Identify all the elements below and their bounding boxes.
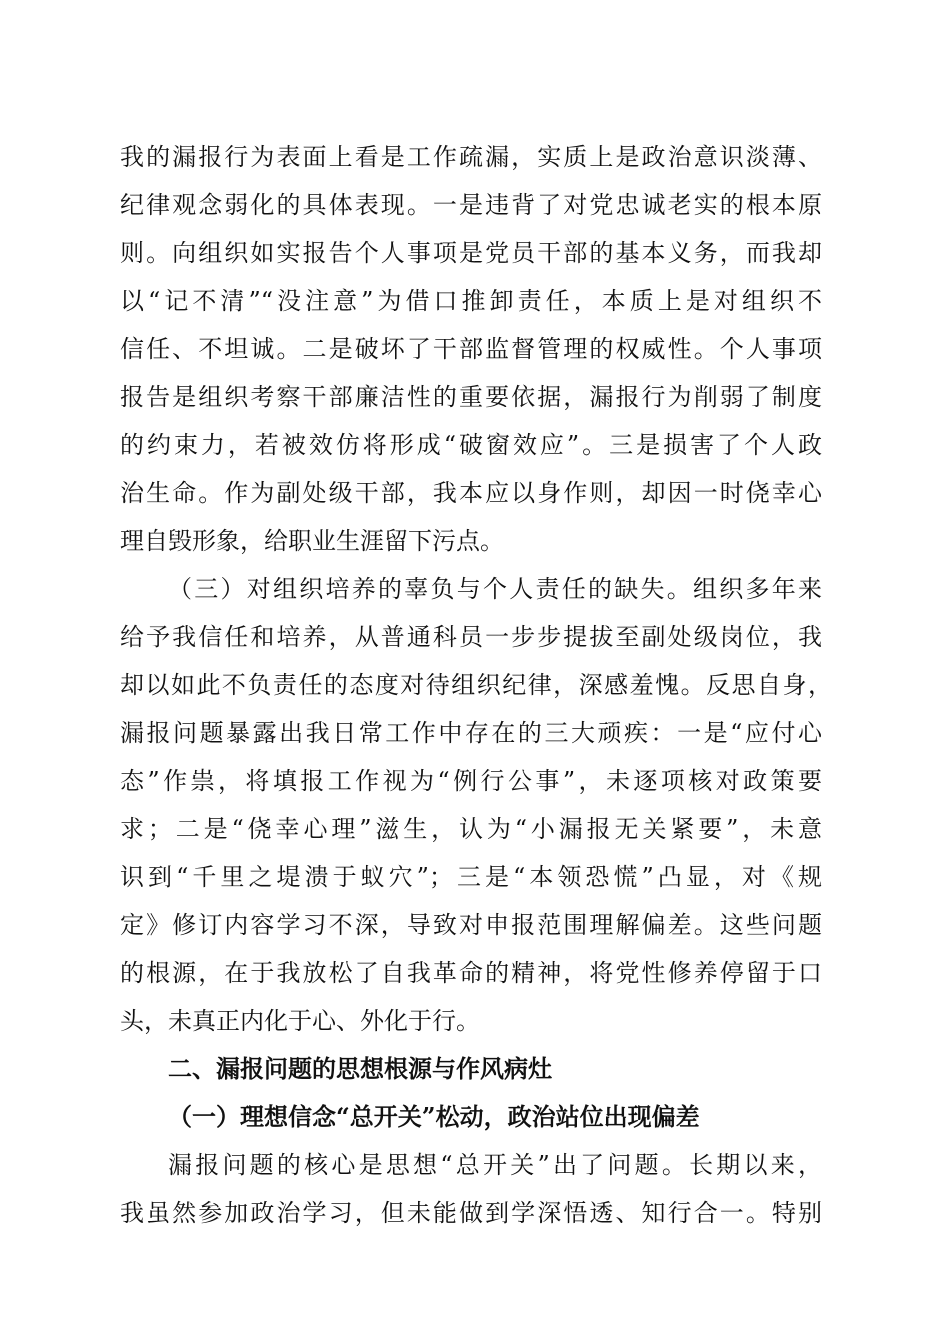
paragraph-2-line-7: 识到“千里之堤溃于蚁穴”；三是“本领恐慌”凸显，对《规 — [120, 863, 822, 891]
paragraph-2-line-9: 的根源，在于我放松了自我革命的精神，将党性修养停留于口 — [120, 959, 822, 987]
paragraph-3-line-1: 漏报问题的核心是思想“总开关”出了问题。长期以来， — [168, 1151, 822, 1179]
paragraph-1-line-3: 则。向组织如实报告个人事项是党员干部的基本义务，而我却 — [120, 239, 822, 267]
paragraph-1-line-1: 我的漏报行为表面上看是工作疏漏，实质上是政治意识淡薄、 — [120, 143, 822, 171]
subsection-heading: （一）理想信念“总开关”松动，政治站位出现偏差 — [168, 1102, 700, 1131]
paragraph-1-line-7: 的约束力，若被效仿将形成“破窗效应”。三是损害了个人政 — [120, 431, 822, 459]
paragraph-2-line-6: 求；二是“侥幸心理”滋生，认为“小漏报无关紧要”，未意 — [120, 815, 822, 843]
paragraph-1-line-2: 纪律观念弱化的具体表现。一是违背了对党忠诚老实的根本原 — [120, 191, 822, 219]
section-heading: 二、漏报问题的思想根源与作风病灶 — [168, 1055, 552, 1083]
paragraph-2-line-2: 给予我信任和培养，从普通科员一步步提拔至副处级岗位，我 — [120, 623, 822, 651]
paragraph-1-line-5: 信任、不坦诚。二是破坏了干部监督管理的权威性。个人事项 — [120, 335, 822, 363]
paragraph-1-line-8: 治生命。作为副处级干部，我本应以身作则，却因一时侥幸心 — [120, 479, 822, 507]
paragraph-2-line-8: 定》修订内容学习不深，导致对申报范围理解偏差。这些问题 — [120, 911, 822, 939]
paragraph-2-line-4: 漏报问题暴露出我日常工作中存在的三大顽疾：一是“应付心 — [120, 719, 822, 747]
paragraph-2-line-1: （三）对组织培养的辜负与个人责任的缺失。组织多年来 — [168, 575, 822, 603]
paragraph-3-line-2: 我虽然参加政治学习，但未能做到学深悟透、知行合一。特别 — [120, 1199, 822, 1227]
paragraph-1-line-9: 理自毁形象，给职业生涯留下污点。 — [120, 527, 504, 555]
paragraph-2-line-5: 态”作祟，将填报工作视为“例行公事”，未逐项核对政策要 — [120, 767, 822, 795]
paragraph-2-line-3: 却以如此不负责任的态度对待组织纪律，深感羞愧。反思自身， — [120, 671, 832, 699]
paragraph-1-line-6: 报告是组织考察干部廉洁性的重要依据，漏报行为削弱了制度 — [120, 383, 822, 411]
paragraph-1-line-4: 以“记不清”“没注意”为借口推卸责任，本质上是对组织不 — [120, 287, 822, 315]
paragraph-2-line-10: 头，未真正内化于心、外化于行。 — [120, 1007, 480, 1035]
